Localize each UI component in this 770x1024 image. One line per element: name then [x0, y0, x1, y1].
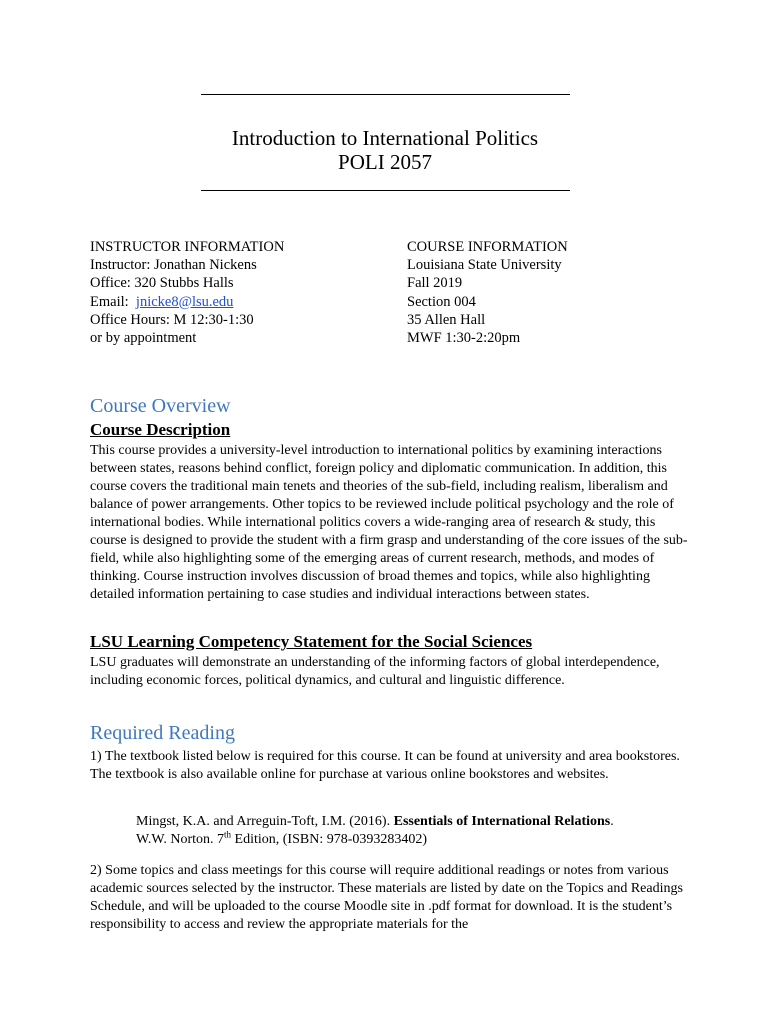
location: 35 Allen Hall: [407, 311, 486, 328]
required-reading-heading: Required Reading: [90, 722, 235, 744]
term: Fall 2019: [407, 275, 463, 292]
university: Louisiana State University: [407, 257, 562, 274]
textbook-citation: [136, 813, 696, 849]
competency-text: LSU graduates will demonstrate an understanding of the informing factors of global interdependence, including economic forces, political dynamics, and cultural and linguistic difference.: [90, 655, 660, 688]
reading-item-1: 1) The textbook listed below is required for this course. It can be found at university and area bookstores. The textbook is also available online for purchase at various online bookstores and websites.: [90, 749, 680, 782]
instructor-office: Office: 320 Stubbs Halls: [90, 275, 234, 292]
bottom-rule: [201, 190, 570, 191]
instructor-info: [90, 238, 284, 347]
citation-period: .: [610, 814, 614, 829]
instructor-heading: INSTRUCTOR INFORMATION: [90, 239, 285, 255]
course-heading: COURSE INFORMATION: [407, 239, 568, 255]
citation-rest: Edition, (ISBN: 978-0393283402): [231, 832, 428, 847]
citation-title: Essentials of International Relations: [393, 814, 611, 829]
citation-publisher: W.W. Norton. 7: [136, 832, 225, 847]
competency-heading: LSU Learning Competency Statement for the Social Sciences: [90, 632, 533, 651]
office-hours: Office Hours: M 12:30-1:30: [90, 311, 254, 328]
course-description-heading: Course Description: [90, 420, 231, 439]
appointment-note: or by appointment: [90, 330, 197, 347]
reading-item-2: 2) Some topics and class meetings for this course will require additional readings or notes from various academic sources selected by the instructor. These materials are listed by date on the Topics and Readings Schedule, and will be uploaded to the course Moodle site in .pdf format for download. It is the student’s responsibility to access and review the appropriate materials for the: [90, 863, 683, 932]
email-label: Email:: [90, 293, 136, 310]
citation-authors: Mingst, K.A. and Arreguin-Toft, I.M. (2016).: [136, 814, 394, 829]
course-title: Introduction to International Politics: [231, 126, 539, 150]
citation-sup: th: [224, 829, 232, 840]
email-link[interactable]: jnicke8@lsu.edu: [135, 293, 234, 310]
course-overview-heading: Course Overview: [90, 395, 231, 417]
course-code: POLI 2057: [338, 150, 432, 174]
instructor-email-row: [90, 293, 284, 311]
course-info: [407, 238, 568, 347]
schedule: MWF 1:30-2:20pm: [407, 330, 521, 347]
course-description-text: This course provides a university-level introduction to international politics by examining interactions between states, reasons behind conflict, foreign policy and diplomatic communication. In addition, this course covers the traditional main tenets and theories of the sub-field, including realism, liberalism and balance of power arrangements. Other topics to be reviewed include political psychology and the role of international bodies. While international politics covers a wide-ranging area of research & study, this course is designed to provide the student with a firm grasp and understanding of the core issues of the sub-field, while also highlighting some of the emerging areas of current research, methods, and modes of thinking. Course instruction involves discussion of broad themes and topics, while also highlighting detailed information pertaining to case studies and individual interactions between states.: [90, 443, 688, 602]
instructor-name: Instructor: Jonathan Nickens: [90, 257, 257, 274]
top-rule: [201, 94, 570, 95]
section: Section 004: [407, 293, 476, 310]
